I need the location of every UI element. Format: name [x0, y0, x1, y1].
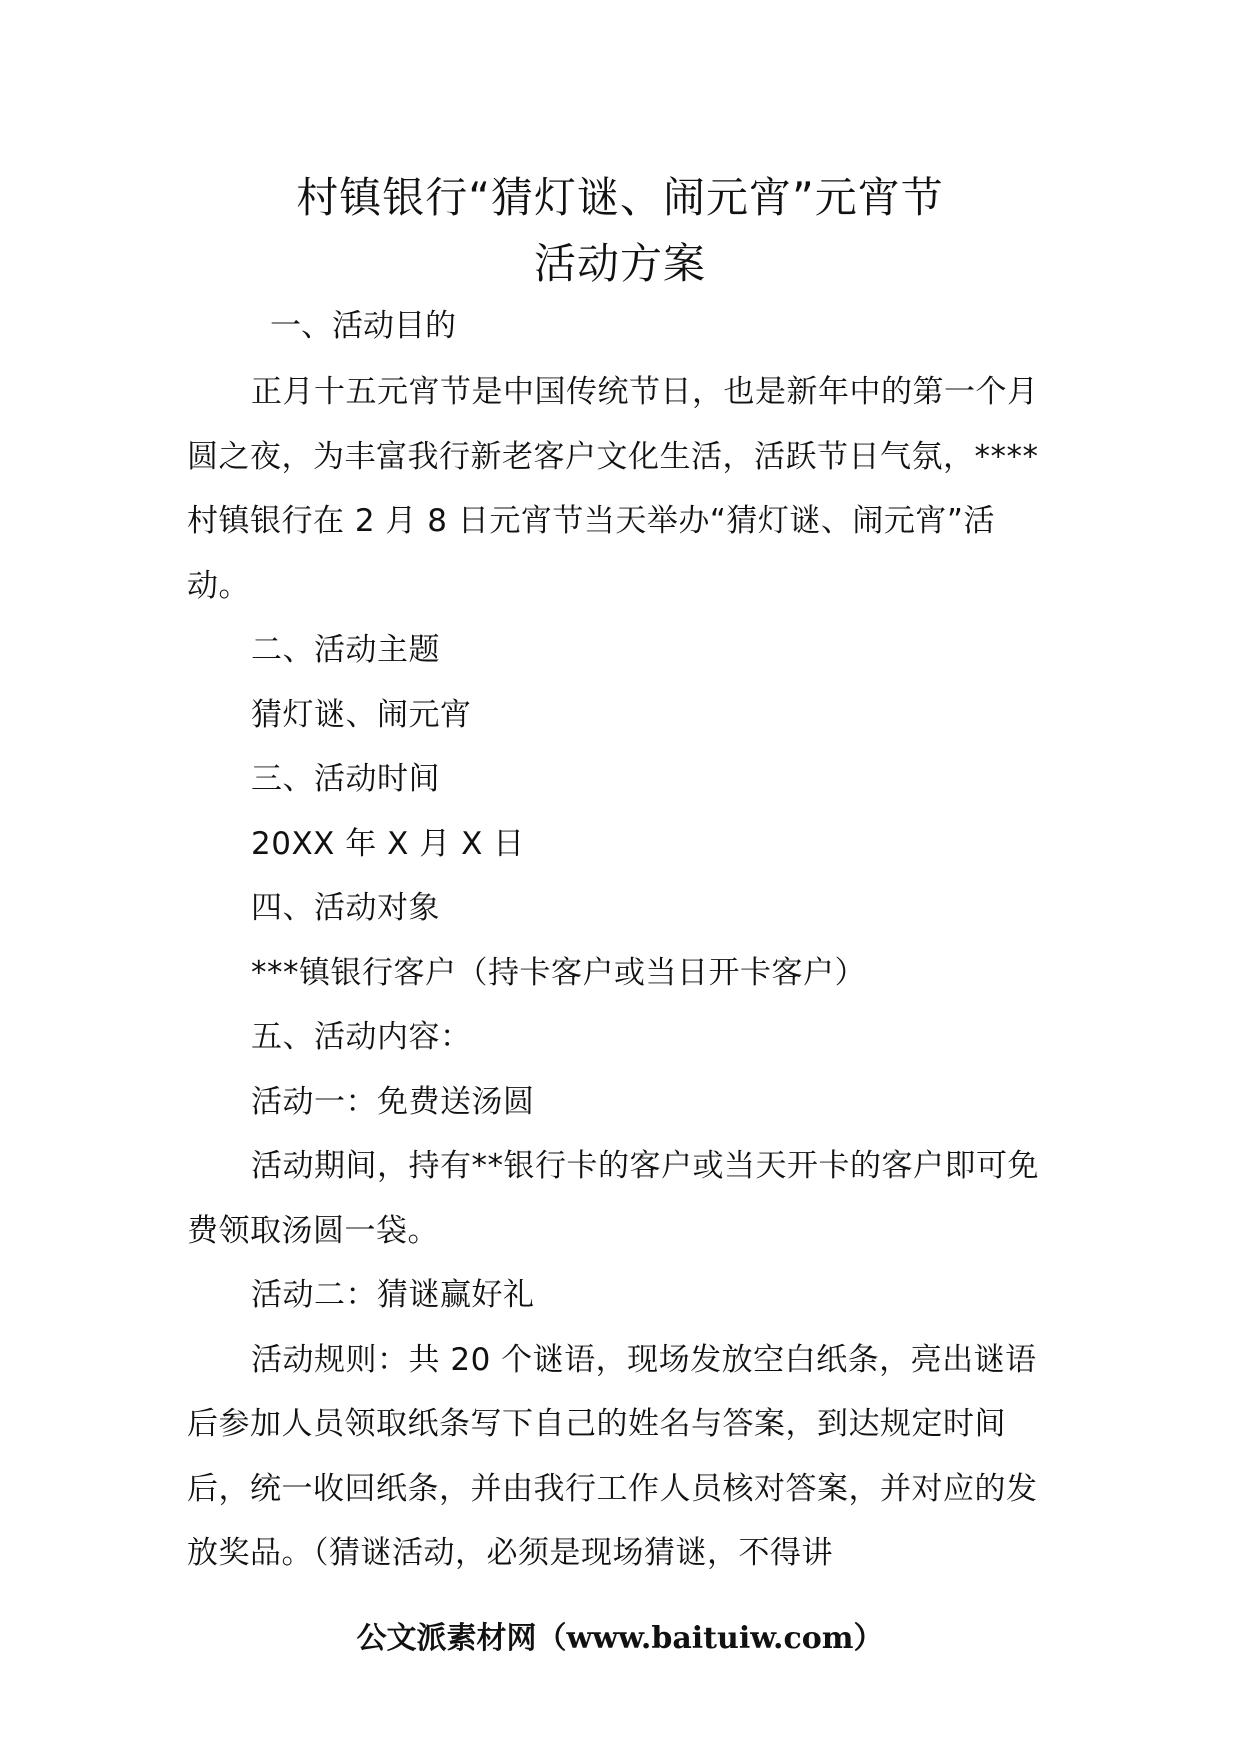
section-heading-audience: 四、活动对象 [251, 890, 440, 926]
section-heading-time: 三、活动时间 [251, 761, 440, 797]
document-title-line-1: 村镇银行“猜灯谜、闹元宵”元宵节 [296, 173, 944, 222]
paragraph-audience: ***镇银行客户（持卡客户或当日开卡客户） [251, 954, 866, 991]
activity-two-heading: 活动二：猜谜赢好礼 [251, 1277, 535, 1313]
paragraph-activity-two-rules: 活动规则：共 20 个谜语，现场发放空白纸条，亮出谜语后参加人员领取纸条写下自己的姓名与答案，到达规定时间后，统一收回纸条，并由我行工作人员核对答案，并对应的发放奖品。（猜谜活动，必须是现场猜谜，不得讲 [187, 1341, 1038, 1571]
section-heading-theme: 二、活动主题 [251, 632, 440, 668]
document-body [187, 360, 1055, 1586]
paragraph-activity-one: 活动期间，持有**银行卡的客户或当天开卡的客户即可免费领取汤圆一袋。 [187, 1148, 1039, 1249]
paragraph-intro: 正月十五元宵节是中国传统节日，也是新年中的第一个月圆之夜，为丰富我行新老客户文化生活，活跃节日气氛，****村镇银行在 2 月 8 日元宵节当天举办“猜灯谜、闹元宵”活动。 [187, 374, 1039, 604]
footer-watermark: 公文派素材网（www.baituiw.com） [356, 1621, 884, 1656]
paragraph-theme: 猜灯谜、闹元宵 [251, 696, 472, 733]
document-title-line-2: 活动方案 [533, 239, 706, 288]
section-heading-content: 五、活动内容： [251, 1019, 472, 1055]
section-heading-purpose: 一、活动目的 [270, 308, 456, 344]
paragraph-time: 20XX 年 X 月 X 日 [251, 825, 525, 862]
activity-one-heading: 活动一：免费送汤圆 [251, 1083, 535, 1120]
